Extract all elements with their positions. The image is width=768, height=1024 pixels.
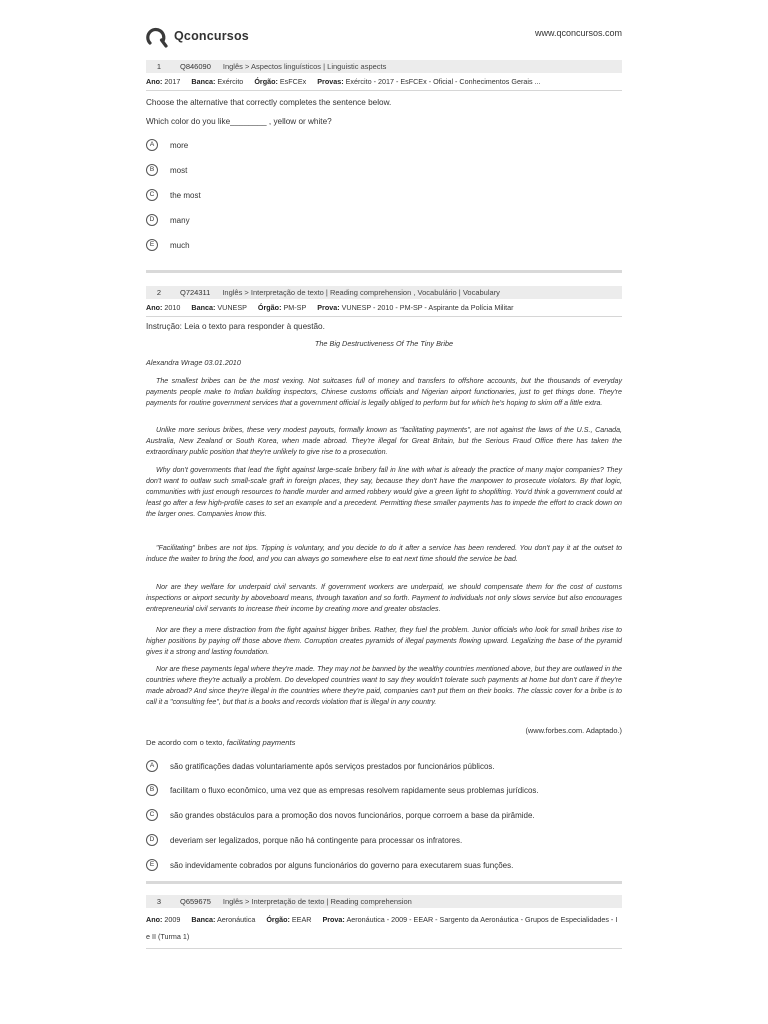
option-text: much bbox=[170, 240, 190, 250]
orgao-value: PM-SP bbox=[283, 303, 307, 312]
ano-value: 2017 bbox=[164, 77, 181, 86]
ano-label: Ano: bbox=[146, 915, 163, 924]
option-letter-a: A bbox=[146, 760, 158, 772]
question-subjects: Inglês > Interpretação de texto | Reading comprehension , Vocabulário | Vocabulary bbox=[222, 288, 500, 297]
question-3-meta bbox=[146, 895, 622, 949]
reading-paragraph-3: Why don't governments that lead the fight against large-scale bribery fall in line with what is already the practice of many major companies? They don't want to outlaw such small-scale graft in foreign places, they say, because they don't have the manpower to prosecute violators. By that logic, communities with just enough resources to handle murder and armed robbery would give a green light to shoplifting. You'd think a government could at least go after a few high-profile cases to set an example and a precedent. Permitting these smaller payments has to impede the effort to crack down on the larger ones. Companies know this. bbox=[146, 466, 622, 519]
question-separator bbox=[146, 881, 622, 884]
qconcursos-logo-icon bbox=[146, 24, 168, 48]
reading-paragraph-4: "Facilitating" bribes are not tips. Tipping is voluntary, and you decide to do it after a service has been rendered. You don't pay it at the outset to induce the waiter to bring the food, and you can always go somewhere else to eat next time should the service be bad. bbox=[146, 544, 622, 564]
question-number: 3 bbox=[156, 897, 162, 906]
question-number: 1 bbox=[156, 62, 162, 71]
reading-title: The Big Destructiveness Of The Tiny Bribe bbox=[314, 339, 454, 348]
option-letter-d: D bbox=[146, 834, 158, 846]
orgao-label: Órgão: bbox=[257, 303, 282, 312]
question-separator bbox=[146, 270, 622, 273]
brand-name: Qconcursos bbox=[174, 29, 249, 43]
question-id[interactable]: Q846090 bbox=[180, 62, 211, 71]
option-text: são grandes obstáculos para a promoção dos novos funcionários, porque corroem a base da pirâmide. bbox=[170, 810, 535, 820]
option-letter-b: B bbox=[146, 784, 158, 796]
banca-label: Banca: bbox=[191, 77, 216, 86]
option-a[interactable] bbox=[146, 760, 622, 772]
orgao-label: Órgão: bbox=[254, 77, 278, 86]
divider bbox=[146, 90, 622, 91]
provas-label: Provas: bbox=[317, 77, 344, 86]
orgao-value: EEAR bbox=[291, 915, 312, 924]
reading-author: Alexandra Wrage 03.01.2010 bbox=[146, 358, 241, 367]
option-e[interactable] bbox=[146, 859, 622, 871]
question-info bbox=[146, 908, 622, 945]
option-text: more bbox=[170, 140, 189, 150]
question-number: 2 bbox=[156, 288, 162, 297]
ano-label: Ano: bbox=[146, 77, 163, 86]
option-text: são indevidamente cobrados por alguns funcionários do governo para executarem suas funções. bbox=[170, 860, 514, 870]
stem-italic: facilitating payments bbox=[226, 738, 296, 747]
banca-value: Aeronáutica bbox=[216, 915, 256, 924]
site-header bbox=[146, 24, 622, 48]
question-info bbox=[146, 73, 622, 87]
question-subjects: Inglês > Interpretação de texto | Reading comprehension bbox=[222, 897, 412, 906]
option-c[interactable] bbox=[146, 189, 622, 201]
option-text: deveriam ser legalizados, porque não há contingente para processar os infratores. bbox=[170, 835, 463, 845]
option-text: many bbox=[170, 215, 190, 225]
provas-label: Prova: bbox=[322, 915, 345, 924]
reading-paragraph-2: Unlike more serious bribes, these very modest payouts, formally known as "facilitating payments", are not against the laws of the U.S., Canada, Australia, New Zealand or South Korea, when made abroad. They're illegal for Great Britain, but the Serious Fraud Office there has taken the extraordinary public position that they're unlikely to give rise to a prosecution. bbox=[146, 426, 622, 457]
option-b[interactable] bbox=[146, 784, 622, 796]
provas-label: Prova: bbox=[317, 303, 340, 312]
option-text: the most bbox=[170, 190, 201, 200]
ano-value: 2010 bbox=[164, 303, 181, 312]
option-letter-e: E bbox=[146, 239, 158, 251]
option-letter-d: D bbox=[146, 214, 158, 226]
reading-paragraph-5: Nor are they welfare for underpaid civil servants. If government workers are underpaid, we should compensate them for the cost of customs inspections or airport security by aboveboard means, through taxation and so forth. Payment to individuals not only slows service but also encourages entrepreneurial civil servants to increase their income by creating more and greater obstacles. bbox=[146, 583, 622, 614]
provas-value: VUNESP - 2010 - PM-SP - Aspirante da Polícia Militar bbox=[341, 303, 514, 312]
option-letter-c: C bbox=[146, 189, 158, 201]
question-3-bar bbox=[146, 895, 622, 908]
question-id[interactable]: Q659675 bbox=[180, 897, 211, 906]
question-subjects: Inglês > Aspectos linguísticos | Linguistic aspects bbox=[222, 62, 387, 71]
ano-label: Ano: bbox=[146, 303, 163, 312]
option-letter-c: C bbox=[146, 809, 158, 821]
question-2-bar bbox=[146, 286, 622, 299]
divider bbox=[146, 316, 622, 317]
option-e[interactable] bbox=[146, 239, 622, 251]
reading-paragraph-7: Nor are these payments legal where they're made. They may not be banned by the wealthy countries mentioned above, but they are outlawed in the countries where they're actually a problem. Do developed countries want to say they wouldn't tolerate such payments at home but don't care if they're made abroad? And since they're illegal in the countries where they're paid, companies can't put them on their books. The classic cover for a bribe is to call it a "consulting fee", but that is a books and records violation that is illegal in any country. bbox=[146, 665, 622, 707]
option-d[interactable] bbox=[146, 834, 622, 846]
question-info bbox=[146, 299, 622, 313]
orgao-label: Órgão: bbox=[266, 915, 290, 924]
banca-value: Exército bbox=[217, 77, 244, 86]
option-letter-e: E bbox=[146, 859, 158, 871]
reading-source: (www.forbes.com. Adaptado.) bbox=[525, 726, 622, 735]
question-2-instruction: Instrução: Leia o texto para responder à questão. bbox=[146, 322, 325, 331]
orgao-value: EsFCEx bbox=[279, 77, 307, 86]
option-letter-b: B bbox=[146, 164, 158, 176]
stem-text: De acordo com o texto, bbox=[146, 738, 227, 747]
option-text: são gratificações dadas voluntariamente após serviços prestados por funcionários públicos. bbox=[170, 761, 495, 771]
option-a[interactable] bbox=[146, 139, 622, 151]
ano-value: 2009 bbox=[164, 915, 181, 924]
divider bbox=[146, 948, 622, 949]
banca-label: Banca: bbox=[191, 915, 216, 924]
provas-value: Exército - 2017 - EsFCEx - Oficial - Conhecimentos Gerais ... bbox=[345, 77, 541, 86]
banca-value: VUNESP bbox=[217, 303, 247, 312]
reading-paragraph-1: The smallest bribes can be the most vexing. Not suitcases full of money and transfers to offshore accounts, but the thousands of everyday payments people make to Indian building inspectors, Chinese customs officials and Nigerian airport functionaries, just to get things done. They're payments for routine government services that a government official is legally obliged to perform but for which he's hoping to skim off a little extra. bbox=[146, 377, 622, 408]
option-b[interactable] bbox=[146, 164, 622, 176]
brand-logo[interactable] bbox=[146, 24, 249, 48]
reading-paragraph-6: Nor are they a mere distraction from the fight against bigger bribes. Rather, they fuel the problem. Junior officials who look for small bribes rise to higher positions by paying off those above them. Corruption creates pyramids of illegal payments flowing upward. Legalizing the base of the pyramid gives it a strong and lasting foundation. bbox=[146, 626, 622, 657]
question-2-stem bbox=[146, 738, 295, 747]
banca-label: Banca: bbox=[191, 303, 216, 312]
question-2-meta bbox=[146, 286, 622, 317]
option-text: facilitam o fluxo econômico, uma vez que as empresas resolvem rapidamente seus problemas jurídicos. bbox=[170, 785, 539, 795]
option-text: most bbox=[170, 165, 188, 175]
question-1-meta bbox=[146, 60, 622, 91]
question-1-prompt: Which color do you like________ , yellow or white? bbox=[146, 117, 332, 126]
option-c[interactable] bbox=[146, 809, 622, 821]
question-1-bar bbox=[146, 60, 622, 73]
site-url[interactable]: www.qconcursos.com bbox=[534, 28, 622, 38]
question-1-instruction: Choose the alternative that correctly completes the sentence below. bbox=[146, 98, 392, 107]
option-d[interactable] bbox=[146, 214, 622, 226]
question-id[interactable]: Q724311 bbox=[180, 288, 211, 297]
provas-value: Aeronáutica - 2009 - EEAR - Sargento da Aeronáutica - Grupos de Especialidades - I e II (Turma 1) bbox=[146, 915, 618, 941]
option-letter-a: A bbox=[146, 139, 158, 151]
